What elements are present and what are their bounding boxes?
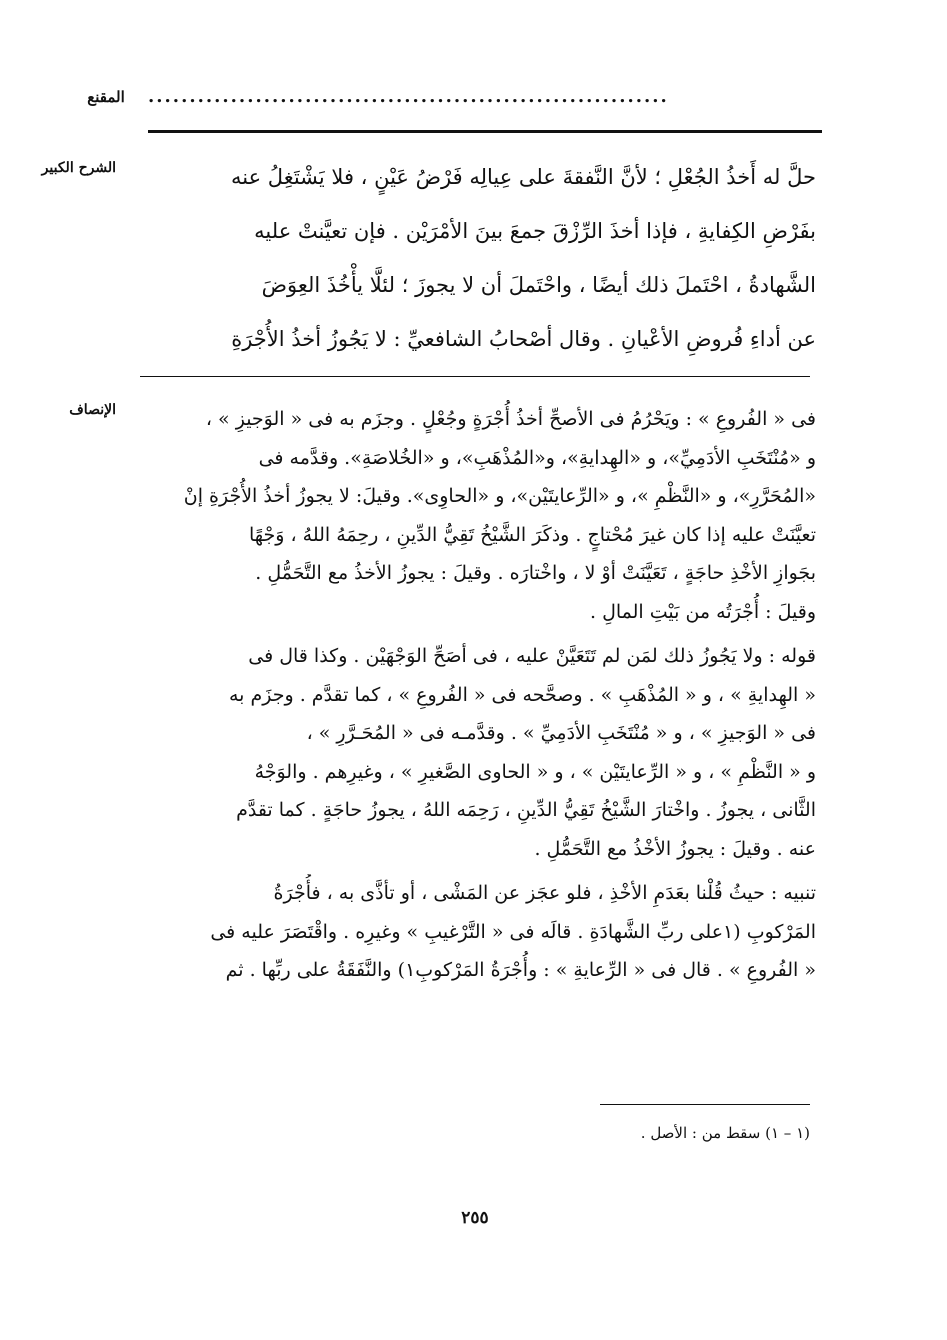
side-label-insaf: الإنصاف [69, 402, 116, 418]
running-header-title: المقنع [87, 88, 125, 106]
header-rule [148, 130, 822, 133]
insaf-line: الثَّانى ، يجوزُ . واخْتارَ الشَّيْخُ تَقِيُّ الدِّينِ ، رَحِمَه اللهُ ، يجوزُ حاجَةٍ . كما تقدَّم [236, 799, 816, 821]
insaf-line: و «مُنْتَخَبِ الأدَمِيِّ»، و «الهِدايةِ»، و«المُذْهَبِ»، و «الخُلاصَةِ». وقدَّمه فى [258, 446, 816, 469]
insaf-line: تعيَّنَتْ عليه إذا كان غيرَ مُحْتاجٍ . وذكَرَ الشَّيْخُ تَقِيُّ الدِّينِ ، رحِمَهُ اللهُ ، وَجْهًا [248, 523, 816, 546]
insaf-line: تنبيه : حيثُ قُلْنا بعَدَمِ الأخْذِ ، فلو عجَز عن المَشْى ، أو تأذَّى به ، فأُجْرَةُ [273, 882, 816, 904]
sharh-line: عن أداءِ فُروضِ الأعْيانِ . وقال أصْحابُ الشافعيِّ : لا يَجُوزُ أخذُ الأُجْرَةِ [231, 327, 816, 351]
insaf-text-block [140, 400, 816, 990]
insaf-line: عنه . وقيلَ : يجوزُ الأخْذُ مع التَّحَمُّلِ . [534, 837, 816, 860]
section-divider [140, 376, 810, 377]
insaf-line: المَرْكوبِ (١على ربِّ الشَّهادَةِ . قالَه فى « التَّرْغيبِ » وغيرِه . واقْتَصَرَ عليه فى [210, 920, 816, 943]
sharh-line: الشَّهادةُ ، احْتَملَ ذلك أيضًا ، واحْتَملَ أن لا يجوزَ ؛ لئلَّا يأْخُذَ العِوَضَ [261, 273, 816, 297]
insaf-line: « الهِدايةِ » ، و « المُذْهَبِ » . وصحَّحه فى « الفُروعِ » ، كما تقدَّم . وجزَم به [229, 683, 816, 706]
running-header-dots: ............................................................... [148, 86, 669, 107]
footnote: (١ – ١) سقط من : الأصل . [640, 1124, 810, 1142]
insaf-line: فى « الوَجيزِ » ، و « مُنْتَخَبِ الأدَمِيِّ » . وقدَّمـه فى « المُحَـرَّرِ » ، [306, 722, 816, 744]
footnote-rule [600, 1104, 810, 1105]
insaf-line: فى « الفُروعِ » : ويَحْرُمُ فى الأصحِّ أخذُ أُجْرَةٍ وجُعْلٍ . وجزَم به فى « الوَجيزِ » ، [205, 408, 816, 430]
insaf-line: بجَوازِ الأخْذِ حاجَةٍ ، تَعَيَّنَتْ أوْ لا ، واخْتارَه . وقيلَ : يجوزُ الأخذُ مع التَّحَمُّلِ . [255, 562, 816, 584]
insaf-line: «المُحَرَّرِ»، و «النَّظْمِ »، و «الرِّعايتَيْن»، و «الحاوِى». وقيلَ: لا يجوزُ أخذُ الأُجْرَةِ إنْ [183, 485, 816, 507]
sharh-text-block [140, 150, 816, 366]
insaf-line: قوله : ولا يَجُوزُ ذلك لمَن لم تَتَعَيَّنْ عليه ، فى أصَحِّ الوَجْهَيْن . وكذا قال فى [248, 645, 816, 667]
sharh-line: حلَّ له أَخذُ الجُعْلِ ؛ لأنَّ النَّفقةَ على عِيالِه فَرْضُ عَيْنٍ ، فلا يَشْتَغِلُ عنه [230, 165, 816, 189]
page-number: ٢٥٥ [461, 1208, 489, 1228]
sharh-line: بفَرْضِ الكِفايةِ ، فإذا أخذَ الرِّزْقَ جمعَ بينَ الأمْرَيْن . فإن تعيَّنتْ عليه [254, 219, 816, 243]
side-label-sharh: الشرح الكبير [41, 160, 116, 176]
insaf-line: « الفُروعِ » . قال فى « الرِّعايةِ » : وأُجْرَةُ المَرْكوبِ١) والنَّفَقَةُ على ربِّها . ثم [225, 959, 816, 981]
insaf-line: و « النَّظْمِ » ، و « الرِّعايتَيْن » ، و « الحاوى الصَّغيرِ » ، وغيرِهم . والوَجْهُ [254, 760, 816, 783]
insaf-line: وقيلَ : أُجْرَتُه من بَيْتِ المالِ . [589, 600, 816, 623]
